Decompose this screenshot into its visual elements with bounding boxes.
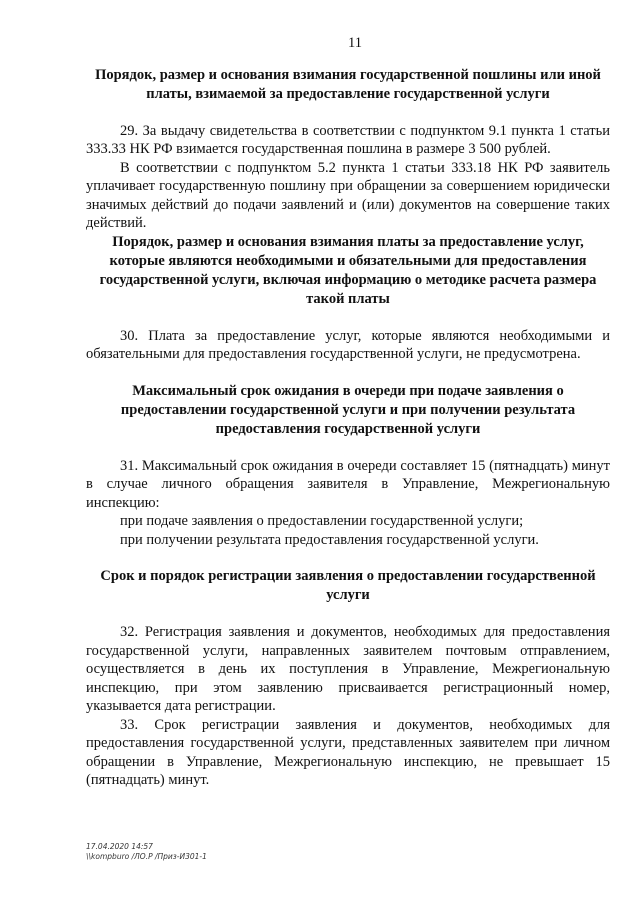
paragraph-31-item-submission: при подаче заявления о предоставлении государственной услуги; [120, 513, 524, 529]
paragraph-33: 33. Срок регистрации заявления и документов, необходимых для предоставления государственной услуги, представленных заявителем при личном обращении в Управление, Межрегиональную инспекцию, не превышает 15 (пятнадцать) минут. [86, 716, 610, 788]
footer-timestamp: 17.04.2020 14:57 [86, 842, 153, 851]
page-number: 11 [348, 35, 362, 51]
paragraph-30: 30. Плата за предоставление услуг, которые являются необходимыми и обязательными для предоставления государственной услуги, не предусмотрена. [86, 327, 610, 362]
document-footer [86, 842, 207, 862]
section-heading-queue-time: Максимальный срок ожидания в очереди при подаче заявления о предоставлении государственной услуги и при получении результата предоставления государственной услуги [120, 382, 576, 437]
section-heading-service-fee: Порядок, размер и основания взимания платы за предоставление услуг, которые являются необходимыми и обязательными для предоставления государственной услуги, включая информацию о методике расчета размера такой платы [99, 233, 597, 307]
paragraph-29-continued: В соответствии с подпунктом 5.2 пункта 1 статьи 333.18 НК РФ заявитель уплачивает государственную пошлину при обращении за совершением юридически значимых действий до подачи заявлений и (или) документов на совершение таких действий. [86, 159, 610, 231]
paragraph-32: 32. Регистрация заявления и документов, необходимых для предоставления государственной услуги, направленных заявителем почтовым отправлением, осуществляется в день их поступления в Управление, Межрегиональную инспекцию, при этом заявлению присваивается регистрационный номер, указывается дата регистрации. [86, 624, 610, 714]
section-heading-state-fee: Порядок, размер и основания взимания государственной пошлины или иной платы, взимаемой за предоставление государственной услуги [95, 66, 601, 102]
paragraph-29: 29. За выдачу свидетельства в соответствии с подпунктом 9.1 пункта 1 статьи 333.33 НК РФ взимается государственная пошлина в размере 3 500 рублей. [86, 122, 610, 157]
paragraph-31: 31. Максимальный срок ожидания в очереди составляет 15 (пятнадцать) минут в случае личного обращения заявителя в Управление, Межрегиональную инспекцию: [86, 457, 610, 511]
section-heading-registration: Срок и порядок регистрации заявления о предоставлении государственной услуги [100, 568, 596, 603]
paragraph-31-item-result: при получении результата предоставления государственной услуги. [120, 531, 539, 548]
footer-file-path: \\kompburo /ЛО.Р /Приз-И301-1 [86, 852, 207, 861]
